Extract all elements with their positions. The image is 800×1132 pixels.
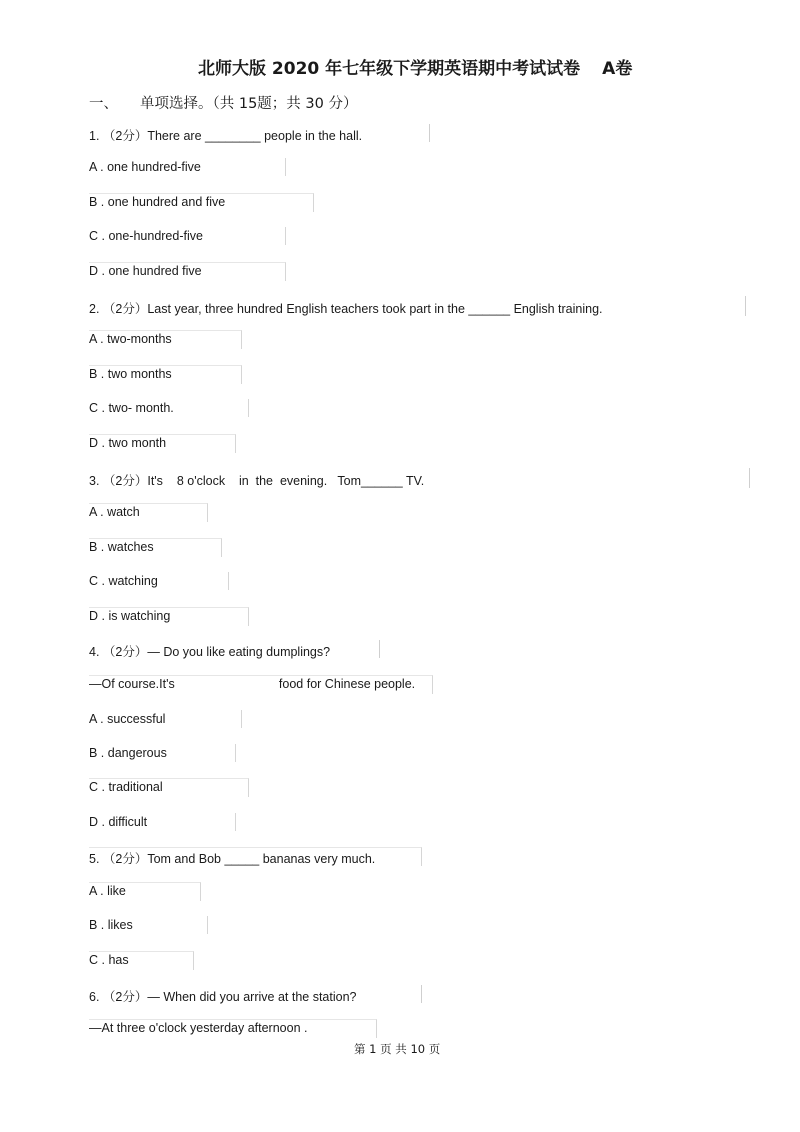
question-1-option-b[interactable]: B . one hundred and five [89, 195, 226, 209]
answer-box [89, 916, 208, 934]
divider [421, 985, 422, 1003]
answer-box [89, 262, 286, 281]
question-5-text: 5. （2分）Tom and Bob _____ bananas very much. [89, 852, 376, 866]
section-number: 一、 [89, 96, 118, 112]
question-5-option-a[interactable]: A . like [89, 884, 126, 898]
question-5-option-c[interactable]: C . has [89, 953, 129, 967]
question-2-text: 2. （2分）Last year, three hundred English teachers took part in the ______ English training. [89, 302, 603, 316]
question-2-option-d[interactable]: D . two month [89, 436, 167, 450]
question-3-option-c[interactable]: C . watching [89, 574, 158, 588]
answer-box [89, 710, 242, 728]
answer-box [89, 813, 236, 831]
section-heading [89, 92, 357, 113]
answer-box [89, 882, 201, 901]
answer-box [89, 744, 236, 762]
question-1-text: 1. （2分）There are ________ people in the hall. [89, 129, 363, 143]
question-3-option-b[interactable]: B . watches [89, 540, 154, 554]
answer-box [89, 675, 433, 694]
divider [429, 124, 430, 142]
answer-box [89, 503, 208, 522]
answer-box [89, 1019, 377, 1038]
answer-box [89, 330, 242, 349]
question-4-line-2: —Of course.It's food for Chinese people. [89, 677, 416, 691]
question-6-line-2: —At three o'clock yesterday afternoon . [89, 1021, 308, 1035]
answer-box [89, 538, 222, 557]
question-4-option-d[interactable]: D . difficult [89, 815, 148, 829]
section-label: 单项选择。（共 15题；共 30 分） [140, 96, 358, 112]
answer-box [89, 778, 249, 797]
document-title: 北师大版 2020 年七年级下学期英语期中考试试卷 A卷 [198, 59, 633, 79]
divider [745, 296, 746, 316]
page-footer: 第 1 页 共 10 页 [354, 1042, 441, 1056]
question-4-option-b[interactable]: B . dangerous [89, 746, 167, 760]
divider [379, 640, 380, 658]
question-4-option-a[interactable]: A . successful [89, 712, 166, 726]
question-3-option-d[interactable]: D . is watching [89, 609, 171, 623]
answer-box [89, 434, 236, 453]
question-3-option-a[interactable]: A . watch [89, 505, 140, 519]
document-title-suffix: A卷 [602, 59, 633, 79]
question-1-option-a[interactable]: A . one hundred-five [89, 160, 201, 174]
answer-box [89, 399, 249, 417]
answer-box [89, 951, 194, 970]
question-2-option-a[interactable]: A . two-months [89, 332, 172, 346]
question-3-text: 3. （2分）It's 8 o'clock in the evening. Tom______ TV. [89, 474, 425, 488]
question-2-option-b[interactable]: B . two months [89, 367, 172, 381]
question-6-text: 6. （2分）— When did you arrive at the station? [89, 990, 357, 1004]
question-1-option-d[interactable]: D . one hundred five [89, 264, 202, 278]
divider [749, 468, 750, 488]
answer-box [89, 607, 249, 626]
answer-box [89, 847, 422, 866]
answer-box [89, 227, 286, 245]
question-5-option-b[interactable]: B . likes [89, 918, 133, 932]
answer-box [89, 158, 286, 176]
question-2-option-c[interactable]: C . two- month. [89, 401, 174, 415]
question-4-text: 4. （2分）— Do you like eating dumplings? [89, 645, 331, 659]
question-4-option-c[interactable]: C . traditional [89, 780, 163, 794]
answer-box [89, 365, 242, 384]
answer-box [89, 193, 314, 212]
answer-box [89, 572, 229, 590]
question-1-option-c[interactable]: C . one-hundred-five [89, 229, 203, 243]
